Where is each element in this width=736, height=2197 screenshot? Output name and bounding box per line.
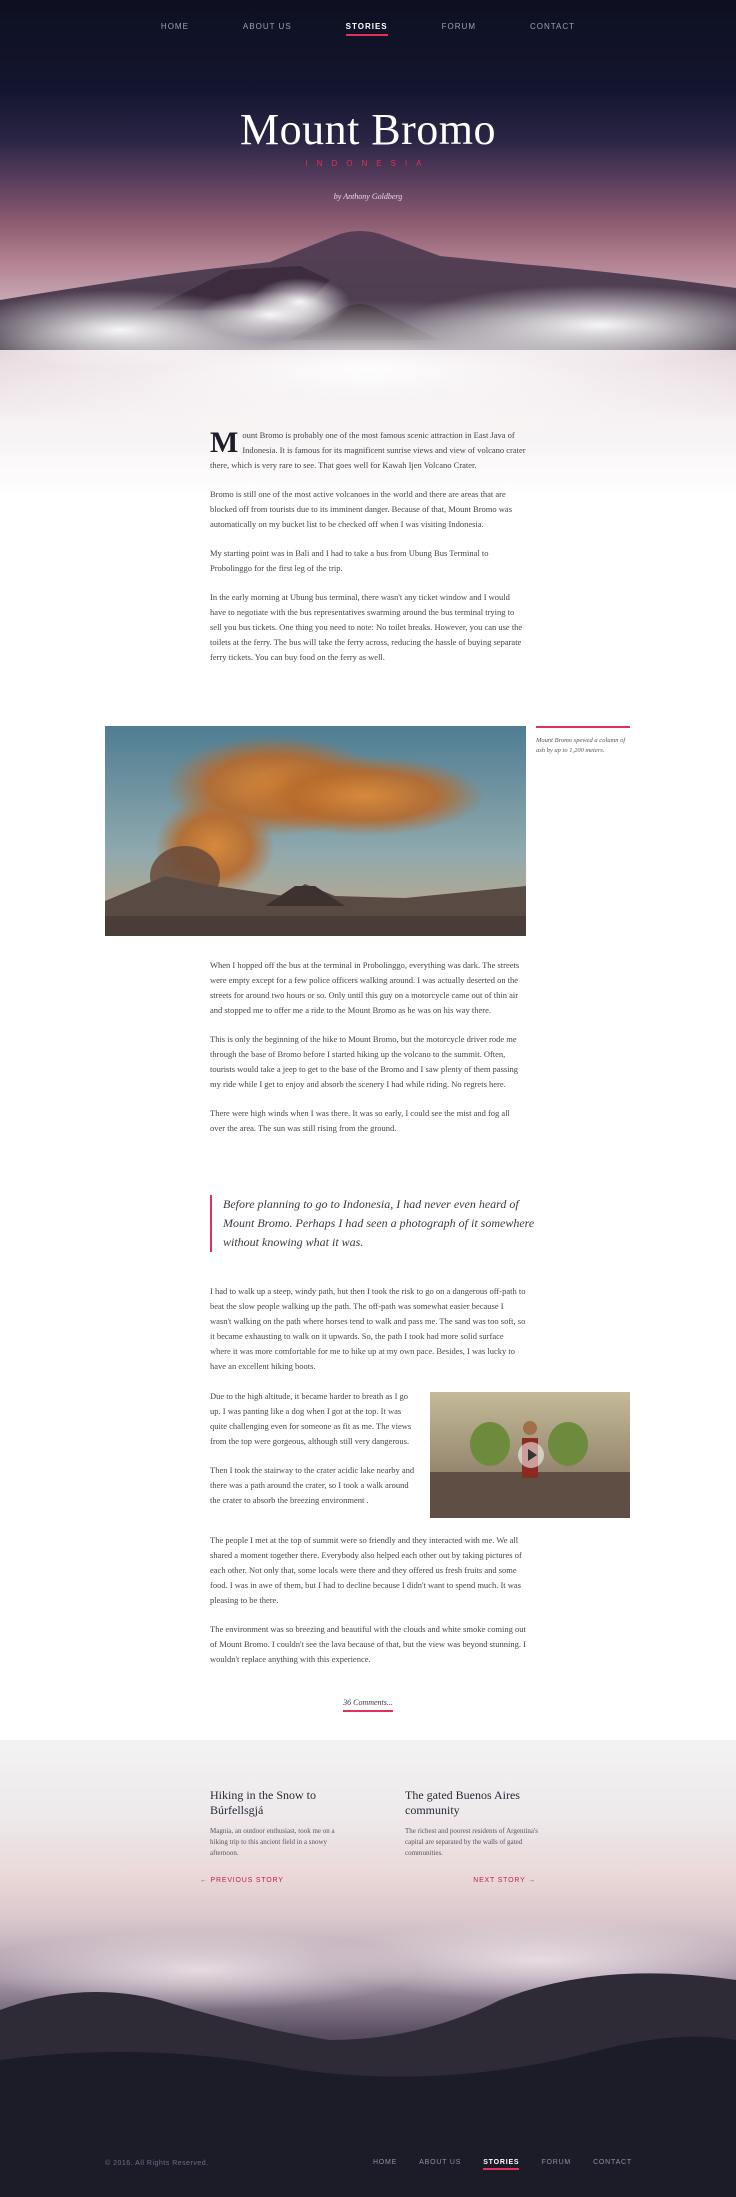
nav-home[interactable]: HOME bbox=[160, 22, 189, 31]
nav-about-us[interactable]: ABOUT US bbox=[242, 22, 292, 31]
copyright: © 2016. All Rights Reserved. bbox=[105, 2160, 209, 2167]
next-story-link[interactable]: NEXT STORY → bbox=[473, 1877, 536, 1884]
article-paragraph: In the early morning at Ubung bus terminal, there wasn't any ticket window and I would have to negotiate with the bus representatives swarming around the bus terminal trying to sell you bus tickets. One thing you need to note: No toilet breaks. However, you can use the toilets at the ferry. The bus will take the ferry across, reducing the hassle of buying separate ferry tickets. You can buy food on the ferry as well. bbox=[210, 592, 523, 662]
article-paragraph: Then I took the stairway to the crater acidic lake nearby and there was a path around the crater, so I took a walk around the crater to absorb the breezing environment . bbox=[210, 1465, 415, 1505]
article-paragraph: This is only the beginning of the hike to Mount Bromo, but the motorcycle driver rode me through the base of Bromo before I started hiking up the volcano to the summit. Often, tourists would take a jeep to get to the base of the Bromo and I saw plenty of them passing my ride while I get to enjoy and absorb the scenery I had while riding. No regrets here. bbox=[210, 1034, 519, 1089]
previous-story-link[interactable]: ← PREVIOUS STORY bbox=[200, 1877, 284, 1884]
image-caption: Mount Bromo spewed a column of ash by up to 1,200 meters. bbox=[536, 726, 630, 756]
previous-story-title[interactable]: Hiking in the Snow to Búrfellsgjá bbox=[210, 1788, 317, 1817]
eruption-illustration bbox=[105, 726, 526, 936]
article-paragraph: I had to walk up a steep, windy path, but then I took the risk to go on a dangerous off-path to beat the slow people walking up the path. The off-path was somewhat easier because I wasn't walking on the path where horses tend to walk and pass me. The sand was too soft, so it became exhausting to walk on it upwards. So, the path I took had more solid surface where it was more comfortable for me to hike up at my own pace. Besides, I was lucky to have an excellent hiking boots. bbox=[210, 1286, 526, 1371]
hero bbox=[0, 0, 736, 500]
article-paragraph: There were high winds when I was there. It was so early, I could see the mist and fog all over the area. The sun was still rising from the ground. bbox=[210, 1108, 510, 1133]
page-title: Mount Bromo bbox=[239, 105, 497, 154]
article-body-2 bbox=[210, 1284, 526, 1388]
eruption-image bbox=[105, 726, 526, 936]
next-story-title[interactable]: The gated Buenos Aires community bbox=[405, 1788, 520, 1817]
article-body-3 bbox=[210, 1389, 420, 1522]
footer-nav-stories[interactable]: STORIES bbox=[483, 2159, 519, 2170]
footer-nav-contact[interactable]: CONTACT bbox=[593, 2159, 632, 2166]
footer-nav-about-us[interactable]: ABOUT US bbox=[419, 2159, 462, 2166]
article-paragraph: Bromo is still one of the most active volcanoes in the world and there are areas that are blocked off from tourists due to its imminent danger. Because of that, Mount Bromo was automatically on my bucket list to be checked off when I was visiting Indonesia. bbox=[210, 489, 513, 529]
article-body-4 bbox=[210, 1533, 526, 1681]
article-body-1 bbox=[210, 958, 526, 1150]
article-paragraph: My starting point was in Bali and I had to take a bus from Ubung Bus Terminal to Probolinggo for the first leg of the trip. bbox=[210, 548, 489, 573]
article-paragraph: When I hopped off the bus at the terminal in Probolinggo, everything was dark. The streets were empty except for a few police officers walking around. I was actually deserted on the streets for around two hours or so. Only until this guy on a motorcycle came out of thin air and stopped me to offer me a ride to the Mount Bromo as he was on his way there. bbox=[210, 960, 520, 1015]
footer-nav bbox=[351, 2159, 632, 2170]
comments-link[interactable]: 36 Comments... bbox=[343, 1698, 393, 1712]
footer bbox=[0, 1740, 736, 2197]
author-byline: by Anthony Goldberg bbox=[333, 192, 403, 201]
footer-nav-forum[interactable]: FORUM bbox=[541, 2159, 572, 2166]
article-paragraph: Due to the high altitude, it became harder to breath as I go up. I was panting like a dog when I got at the top. It was quite challenging even for someone as fit as me. The views from the top were gorgeous, although still very dangerous. bbox=[210, 1391, 412, 1446]
paragraph-text: ount Bromo is probably one of the most famous scenic attraction in East Java of Indonesia. It is famous for its magnificent sunrise views and view of volcano crater there, which is very rare to see. That goes well for Kawah Ijen Volcano Crater. bbox=[210, 430, 526, 470]
drop-cap: M bbox=[210, 426, 239, 459]
article-paragraph: The environment was so breezing and beautiful with the clouds and white smoke coming out of Mount Bromo. I couldn't see the lava because of that, but the view was beyond stunning. I wouldn't replace anything with this experience. bbox=[210, 1624, 526, 1664]
nav-forum[interactable]: FORUM bbox=[441, 22, 476, 31]
article-paragraph bbox=[210, 428, 526, 473]
pull-quote: Before planning to go to Indonesia, I had never even heard of Mount Bromo. Perhaps I had seen a photograph of it somewhere without knowing what it was. bbox=[210, 1195, 540, 1252]
next-story-desc: The richest and poorest residents of Argentina's capital are separated by the walls of gated communities. bbox=[405, 1827, 538, 1857]
next-story-card[interactable] bbox=[405, 1788, 545, 1859]
nav-stories[interactable]: STORIES bbox=[346, 22, 388, 36]
article-paragraph: The people I met at the top of summit were so friendly and they interacted with me. We all shared a moment together there. Everybody also helped each other out by taking pictures of each other. Not only that, some locals were there and they offered us fresh fruits and some food. I was in awe of them, but I had to decline because I didn't want to spend much. It was pleasing to be there. bbox=[210, 1535, 522, 1605]
page-subtitle: INDONESIA bbox=[305, 159, 431, 168]
footer-mountain-image bbox=[0, 1890, 736, 2197]
footer-nav-home[interactable]: HOME bbox=[372, 2159, 398, 2166]
previous-story-desc: Magnia, an outdoor enthusiast, took me on a hiking trip to this ancient field in a snowy afternoon. bbox=[210, 1827, 335, 1857]
comments-link-wrap bbox=[0, 1698, 736, 1707]
nav-contact[interactable]: CONTACT bbox=[529, 22, 576, 31]
video-thumbnail[interactable] bbox=[430, 1392, 630, 1518]
previous-story-card[interactable] bbox=[210, 1788, 350, 1859]
top-nav bbox=[0, 22, 736, 36]
article-intro bbox=[210, 428, 526, 679]
play-icon[interactable] bbox=[518, 1442, 544, 1468]
